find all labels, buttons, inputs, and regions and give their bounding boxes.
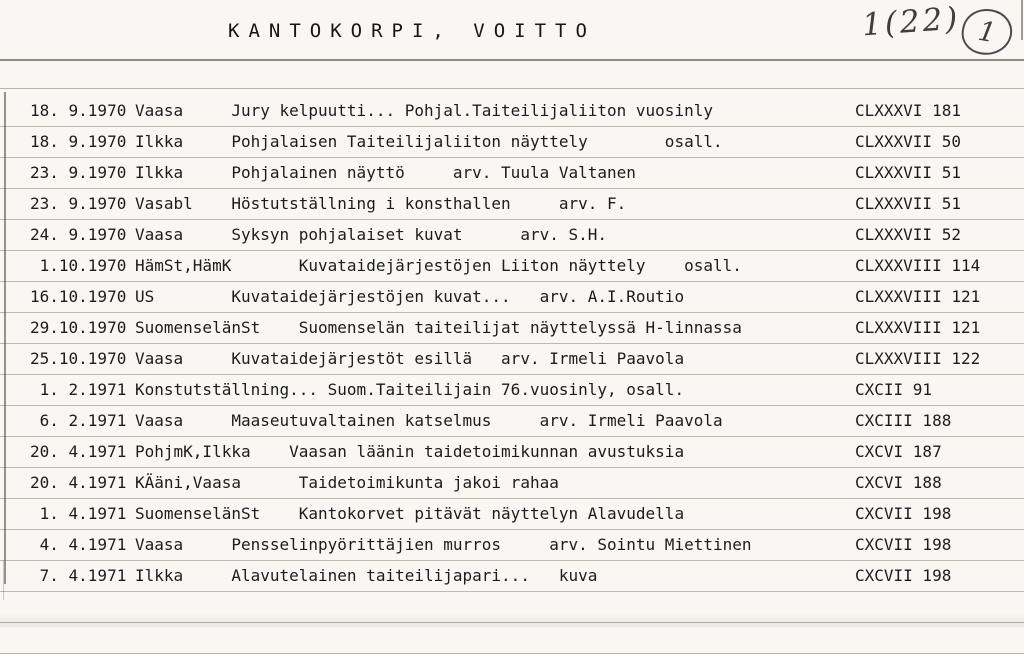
entry-text: Vaasa Kuvataidejärjestöt esillä arv. Irmeli Paavola — [135, 349, 685, 368]
entry-date: 1.10.1970 — [30, 256, 127, 275]
page-title: KANTOKORPI, VOITTO — [228, 20, 596, 42]
entry-reference: CLXXXVIII 121 — [855, 287, 981, 306]
scan-edge-artifact-top-right — [1021, 0, 1023, 40]
handwritten-page-annotation: 1(22) — [860, 0, 962, 44]
entry-text: Vaasa Pensselinpyörittäjien murros arv. Sointu Miettinen — [135, 535, 752, 554]
entry-reference: CXCIII 188 — [855, 411, 952, 430]
entry-reference: CLXXXVI 181 — [855, 101, 961, 120]
table-row — [0, 251, 1024, 282]
entry-date: 7. 4.1971 — [30, 566, 127, 585]
entry-reference: CLXXXVII 52 — [855, 225, 961, 244]
circled-number-text: 1 — [975, 15, 999, 49]
entry-list — [0, 96, 1024, 654]
entry-date: 29.10.1970 — [30, 318, 127, 337]
entry-date: 23. 9.1970 — [30, 163, 127, 182]
entry-reference: CLXXXVIII 122 — [855, 349, 981, 368]
header-rule-line — [0, 59, 1024, 61]
table-row — [0, 313, 1024, 344]
table-row — [0, 561, 1024, 592]
table-row — [0, 189, 1024, 220]
entry-date: 16.10.1970 — [30, 287, 127, 306]
scan-shadow-bottom — [0, 613, 1024, 627]
entry-date: 4. 4.1971 — [30, 535, 127, 554]
entry-text: Ilkka Pohjalainen näyttö arv. Tuula Valtanen — [135, 163, 636, 182]
table-row — [0, 530, 1024, 561]
entry-text: Ilkka Pohjalaisen Taiteilijaliiton näyttely osall. — [135, 132, 723, 151]
entry-date: 23. 9.1970 — [30, 194, 127, 213]
entry-text: Ilkka Alavutelainen taiteilijapari... kuva — [135, 566, 598, 585]
table-row — [0, 375, 1024, 406]
entry-reference: CLXXXVIII 114 — [855, 256, 981, 275]
entry-reference: CXCII 91 — [855, 380, 933, 399]
scan-edge-artifact-left-2 — [3, 560, 4, 600]
entry-text: PohjmK,Ilkka Vaasan läänin taidetoimikunnan avustuksia — [135, 442, 685, 461]
table-row — [0, 158, 1024, 189]
table-row — [0, 499, 1024, 530]
entry-date: 6. 2.1971 — [30, 411, 127, 430]
entry-reference: CXCVII 198 — [855, 535, 952, 554]
handwritten-circled-number — [958, 5, 1015, 59]
table-row — [0, 344, 1024, 375]
header-rule-line-2 — [0, 88, 1024, 89]
entry-reference: CXCVII 198 — [855, 566, 952, 585]
table-row — [0, 127, 1024, 158]
entry-text: Vasabl Höstutställning i konsthallen arv. F. — [135, 194, 627, 213]
entry-date: 20. 4.1971 — [30, 473, 127, 492]
entry-date: 24. 9.1970 — [30, 225, 127, 244]
entry-date: 25.10.1970 — [30, 349, 127, 368]
entry-text: Vaasa Syksyn pohjalaiset kuvat arv. S.H. — [135, 225, 608, 244]
entry-reference: CXCVI 187 — [855, 442, 942, 461]
table-row — [0, 406, 1024, 437]
table-row — [0, 468, 1024, 499]
entry-reference: CLXXXVIII 121 — [855, 318, 981, 337]
entry-text: SuomenselänSt Suomenselän taiteilijat näyttelyssä H-linnassa — [135, 318, 742, 337]
entry-text: US Kuvataidejärjestöjen kuvat... arv. A.I.Routio — [135, 287, 685, 306]
entry-date: 20. 4.1971 — [30, 442, 127, 461]
scan-edge-artifact-left — [4, 92, 6, 584]
entry-text: KÄäni,Vaasa Taidetoimikunta jakoi rahaa — [135, 473, 559, 492]
entry-text: Konstutställning... Suom.Taiteilijain 76.vuosinly, osall. — [135, 380, 685, 399]
entry-text: SuomenselänSt Kantokorvet pitävät näyttelyn Alavudella — [135, 504, 685, 523]
entry-date: 1. 4.1971 — [30, 504, 127, 523]
entry-date: 18. 9.1970 — [30, 132, 127, 151]
entry-date: 1. 2.1971 — [30, 380, 127, 399]
entry-text: Vaasa Maaseutuvaltainen katselmus arv. Irmeli Paavola — [135, 411, 723, 430]
table-row — [0, 96, 1024, 127]
entry-date: 18. 9.1970 — [30, 101, 127, 120]
table-row — [0, 437, 1024, 468]
table-row — [0, 282, 1024, 313]
table-row — [0, 220, 1024, 251]
empty-ruled-line — [0, 623, 1024, 654]
entry-reference: CLXXXVII 50 — [855, 132, 961, 151]
entry-text: Vaasa Jury kelpuutti... Pohjal.Taiteilijaliiton vuosinly — [135, 101, 713, 120]
entry-reference: CLXXXVII 51 — [855, 194, 961, 213]
entry-reference: CXCVI 188 — [855, 473, 942, 492]
entry-reference: CXCVII 198 — [855, 504, 952, 523]
entry-text: HämSt,HämK Kuvataidejärjestöjen Liiton näyttely osall. — [135, 256, 742, 275]
entry-reference: CLXXXVII 51 — [855, 163, 961, 182]
